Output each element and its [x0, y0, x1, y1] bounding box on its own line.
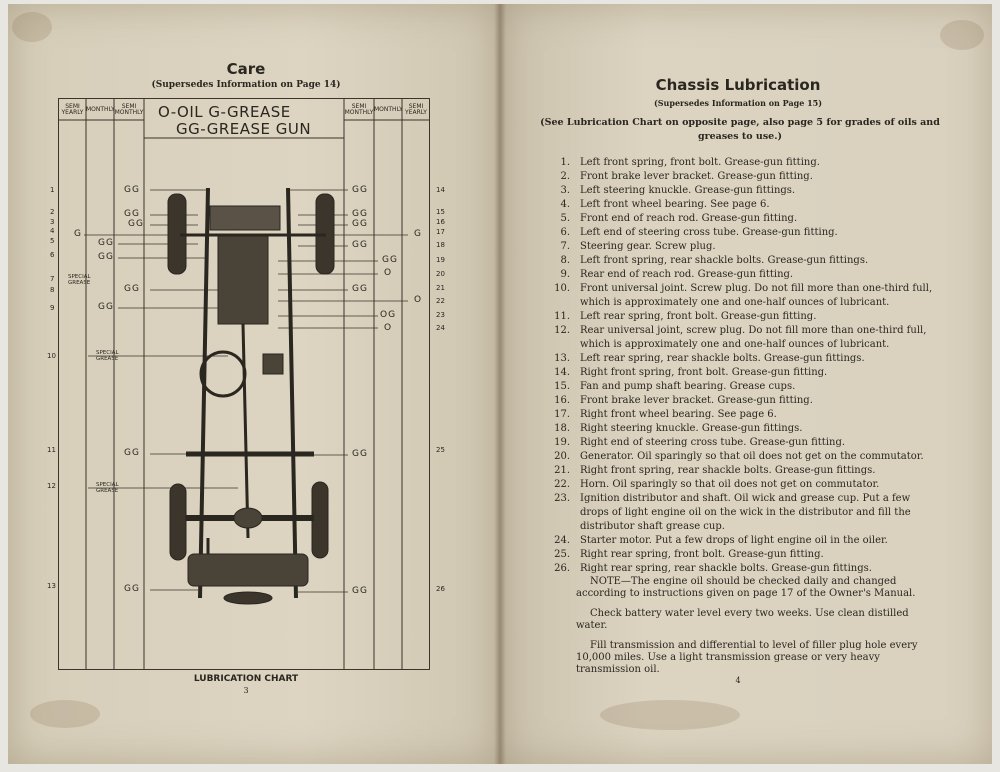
row-number: 14: [436, 186, 445, 194]
list-item: [540, 562, 940, 576]
header-monthly: MONTHLY: [86, 106, 115, 113]
legend-grease-gun: GG-GREASE GUN: [176, 120, 312, 138]
row-number: 10: [47, 352, 56, 360]
list-item: [540, 198, 940, 212]
paper-stain: [30, 700, 100, 728]
row-number: 12: [47, 482, 56, 490]
row-number: 23: [436, 311, 445, 319]
chart-grid: [58, 98, 430, 670]
item-number: 17.: [554, 409, 570, 420]
item-text: Steering gear. Screw plug.: [580, 241, 716, 252]
item-text: Horn. Oil sparingly so that oil does not get on commutator.: [580, 479, 880, 490]
item-number: 2.: [560, 171, 570, 182]
item-number: 21.: [554, 465, 570, 476]
row-number: 21: [436, 284, 445, 292]
item-number: 9.: [560, 269, 570, 280]
reference-note: (See Lubrication Chart on opposite page, also page 5 for grades of oils and greases to use.): [540, 117, 940, 142]
list-item: [540, 170, 940, 184]
list-item: [540, 254, 940, 268]
item-number: 23.: [554, 493, 570, 504]
row-number: 18: [436, 241, 445, 249]
lubrication-item-list: [540, 156, 940, 576]
header-semi-monthly: SEMI MONTHLY: [114, 103, 144, 116]
row-number: 24: [436, 324, 445, 332]
mark-grease: G: [74, 229, 82, 239]
mark-grease-gun: GG: [352, 219, 368, 229]
item-number: 10.: [554, 283, 570, 294]
item-number: 20.: [554, 451, 570, 462]
item-text: Fan and pump shaft bearing. Grease cups.: [580, 381, 796, 392]
item-text: Right rear spring, rear shackle bolts. Grease-gun fittings.: [580, 563, 872, 574]
list-item: [540, 436, 940, 450]
item-number: 5.: [560, 213, 570, 224]
item-text: Front brake lever bracket. Grease-gun fitting.: [580, 171, 813, 182]
row-number: 6: [50, 251, 55, 259]
item-text: Front end of reach rod. Grease-gun fitting.: [580, 213, 798, 224]
page-subtitle: (Supersedes Information on Page 14): [151, 80, 341, 90]
page-number: 4: [735, 676, 741, 685]
list-item: [540, 268, 940, 282]
row-number: 4: [50, 227, 55, 235]
item-number: 25.: [554, 549, 570, 560]
row-number: 16: [436, 218, 445, 226]
list-item: [540, 156, 940, 170]
item-number: 18.: [554, 423, 570, 434]
item-text: Right front wheel bearing. See page 6.: [580, 409, 777, 420]
list-item: [540, 282, 940, 310]
item-text: Left front spring, rear shackle bolts. Grease-gun fittings.: [580, 255, 869, 266]
mark-oil: O: [414, 295, 423, 305]
special-grease-label: SPECIAL GREASE: [96, 482, 119, 494]
row-number: 20: [436, 270, 445, 278]
row-number: 2: [50, 208, 55, 216]
item-text: Ignition distributor and shaft. Oil wick and grease cup. Put a few drops of light engine oil on the wick in the distributor and fill the distributor shaft grease cup.: [580, 493, 911, 532]
item-text: Rear end of reach rod. Grease-gun fitting.: [580, 269, 794, 280]
list-item: [540, 184, 940, 198]
item-text: Left front wheel bearing. See page 6.: [580, 199, 770, 210]
item-number: 13.: [554, 353, 570, 364]
row-number: 19: [436, 256, 445, 264]
row-number: 3: [50, 218, 55, 226]
item-text: Right steering knuckle. Grease-gun fittings.: [580, 423, 803, 434]
list-item: [540, 366, 940, 380]
page-subtitle: (Supersedes Information on Page 15): [653, 98, 823, 108]
list-item: [540, 212, 940, 226]
row-number: 9: [50, 304, 55, 312]
engine-oil-note: NOTE—The engine oil should be checked daily and changed according to instructions given on page 17 of the Owner's Manual.: [576, 576, 916, 599]
mark-grease-gun: GG: [352, 449, 368, 459]
mark-grease-gun: GG: [124, 185, 140, 195]
item-text: Front universal joint. Screw plug. Do not fill more than one-third full, which is approximately one and one-half ounces of lubricant.: [580, 283, 933, 308]
item-number: 1.: [560, 157, 570, 168]
list-item: [540, 352, 940, 366]
list-item: [540, 548, 940, 562]
transmission-note: Fill transmission and differential to level of filler plug hole every 10,000 miles. Use a light transmission grease or very heavy transmission oil.: [576, 640, 918, 675]
mark-grease-gun: GG: [128, 219, 144, 229]
item-number: 11.: [554, 311, 570, 322]
item-text: Left steering knuckle. Grease-gun fittings.: [580, 185, 796, 196]
list-item: [540, 478, 940, 492]
item-text: Left rear spring, rear shackle bolts. Grease-gun fittings.: [580, 353, 865, 364]
mark-grease-gun: GG: [124, 584, 140, 594]
chart-caption: LUBRICATION CHART: [193, 674, 299, 684]
page-title: Chassis Lubrication: [655, 76, 821, 94]
list-item: [540, 226, 940, 240]
item-text: Right rear spring, front bolt. Grease-gun fitting.: [580, 549, 824, 560]
mark-oil-grease: OG: [380, 310, 397, 320]
special-grease-label: SPECIAL GREASE: [68, 274, 91, 286]
item-text: Left end of steering cross tube. Grease-gun fitting.: [580, 227, 838, 238]
mark-grease-gun: GG: [124, 209, 140, 219]
item-number: 8.: [560, 255, 570, 266]
page-title: Care: [226, 60, 266, 78]
paper-stain: [940, 20, 984, 50]
row-number: 7: [50, 275, 55, 283]
mark-grease-gun: GG: [352, 185, 368, 195]
header-semi-yearly: SEMI YEARLY: [61, 103, 84, 116]
paper-stain: [12, 12, 52, 42]
item-text: Right end of steering cross tube. Grease-gun fitting.: [580, 437, 846, 448]
item-number: 4.: [560, 199, 570, 210]
mark-grease: G: [414, 229, 422, 239]
header-semi-yearly: SEMI YEARLY: [405, 103, 427, 116]
row-number: 5: [50, 237, 55, 245]
item-text: Front brake lever bracket. Grease-gun fitting.: [580, 395, 813, 406]
item-number: 24.: [554, 535, 570, 546]
row-number: 8: [50, 286, 55, 294]
header-semi-monthly: SEMI MONTHLY: [344, 103, 374, 116]
book-gutter: [494, 4, 506, 764]
list-item: [540, 380, 940, 394]
list-item: [540, 408, 940, 422]
mark-grease-gun: GG: [352, 284, 368, 294]
paper-stain: [600, 700, 740, 730]
mark-grease-gun: GG: [352, 209, 368, 219]
item-text: Generator. Oil sparingly so that oil does not get on the commutator.: [580, 451, 924, 462]
mark-grease-gun: GG: [124, 284, 140, 294]
mark-oil: O: [384, 323, 393, 333]
item-text: Left front spring, front bolt. Grease-gun fitting.: [580, 157, 820, 168]
item-number: 22.: [554, 479, 570, 490]
list-item: [540, 394, 940, 408]
page-number: 3: [243, 686, 249, 695]
mark-grease-gun: GG: [124, 448, 140, 458]
row-number: 15: [436, 208, 445, 216]
item-number: 15.: [554, 381, 570, 392]
mark-grease-gun: GG: [352, 240, 368, 250]
item-number: 6.: [560, 227, 570, 238]
list-item: [540, 450, 940, 464]
list-item: [540, 240, 940, 254]
row-number: 11: [47, 446, 56, 454]
item-text: Right front spring, front bolt. Grease-gun fitting.: [580, 367, 828, 378]
battery-note: Check battery water level every two weeks. Use clean distilled water.: [576, 608, 909, 631]
list-item: [540, 310, 940, 324]
row-number: 22: [436, 297, 445, 305]
item-number: 19.: [554, 437, 570, 448]
lubrication-chart: [47, 98, 445, 670]
row-number: 26: [436, 585, 445, 593]
item-number: 7.: [560, 241, 570, 252]
item-text: Left rear spring, front bolt. Grease-gun fitting.: [580, 311, 817, 322]
item-number: 26.: [554, 563, 570, 574]
item-text: Rear universal joint, screw plug. Do not fill more than one-third full, which is approximately one and one-half ounces of lubricant.: [580, 325, 927, 350]
list-item: [540, 534, 940, 548]
row-number: 1: [50, 186, 55, 194]
mark-oil: O: [384, 268, 393, 278]
item-number: 14.: [554, 367, 570, 378]
special-grease-label: SPECIAL GREASE: [96, 350, 119, 362]
notes-section: [576, 576, 942, 684]
legend-oil-grease: O-OIL G-GREASE: [158, 103, 291, 121]
item-text: Right front spring, rear shackle bolts. Grease-gun fittings.: [580, 465, 876, 476]
item-text: Starter motor. Put a few drops of light engine oil in the oiler.: [580, 535, 888, 546]
row-number: 13: [47, 582, 56, 590]
mark-grease-gun: GG: [382, 255, 398, 265]
mark-grease-gun: GG: [98, 252, 114, 262]
mark-grease-gun: GG: [98, 302, 114, 312]
item-number: 3.: [560, 185, 570, 196]
list-item: [540, 464, 940, 478]
row-number: 17: [436, 228, 445, 236]
item-number: 12.: [554, 325, 570, 336]
header-monthly: MONTHLY: [374, 106, 403, 113]
mark-grease-gun: GG: [352, 586, 368, 596]
row-number: 25: [436, 446, 445, 454]
list-item: [540, 324, 940, 352]
list-item: [540, 422, 940, 436]
list-item: [540, 492, 940, 534]
mark-grease-gun: GG: [98, 238, 114, 248]
item-number: 16.: [554, 395, 570, 406]
